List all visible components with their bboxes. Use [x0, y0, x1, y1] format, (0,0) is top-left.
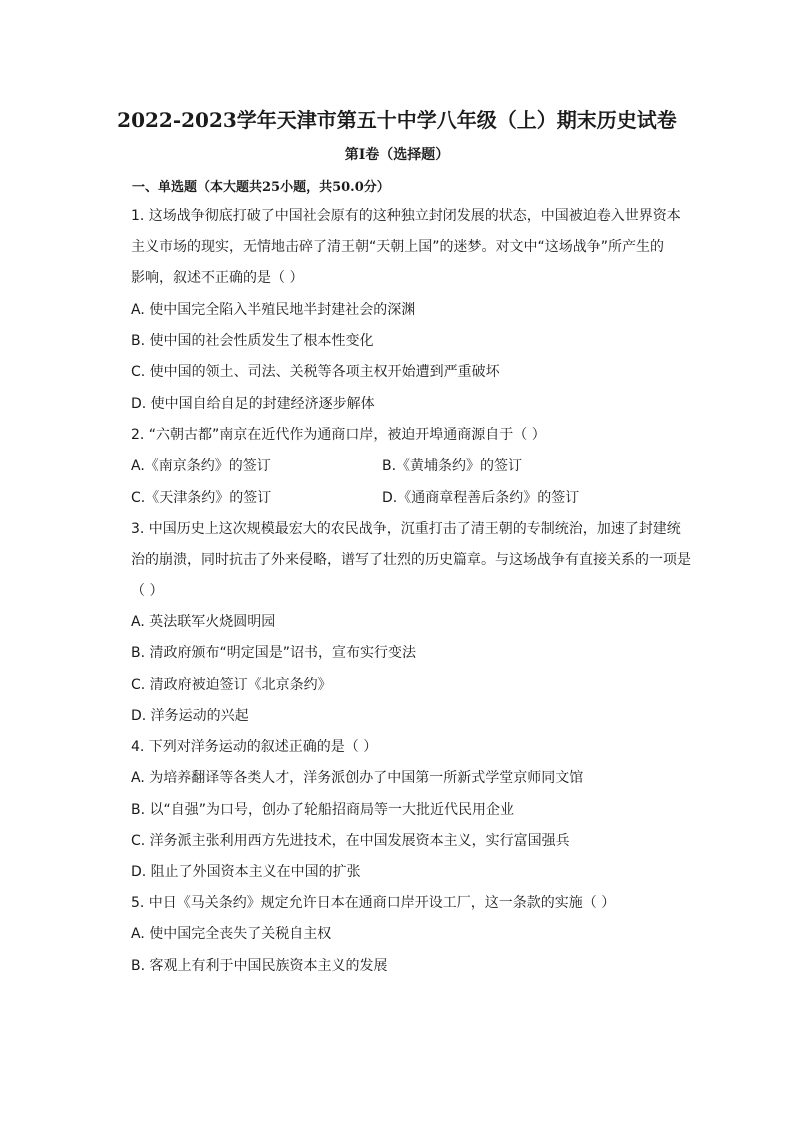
question-4-option-a: A. 为培养翻译等各类人才，洋务派创办了中国第一所新式学堂京师同文馆	[131, 770, 584, 786]
question-1-stem-line-1: 1. 这场战争彻底打破了中国社会原有的这种独立封闭发展的状态，中国被迫卷入世界资本	[131, 208, 681, 224]
question-2-stem-line-1: 2. “六朝古都”南京在近代作为通商口岸，被迫开埠通商源自于（ ）	[131, 427, 546, 443]
question-4-option-c: C. 洋务派主张利用西方先进技术，在中国发展资本主义，实行富国强兵	[131, 833, 570, 849]
question-1-option-a: A. 使中国完全陷入半殖民地半封建社会的深渊	[131, 302, 416, 318]
question-5-option-b: B. 客观上有利于中国民族资本主义的发展	[131, 958, 388, 974]
question-3-stem-line-1: 3. 中国历史上这次规模最宏大的农民战争，沉重打击了清王朝的专制统治，加速了封建统	[131, 521, 681, 537]
question-2-option-a: A.《南京条约》的签订	[131, 458, 271, 474]
exam-title: 2022-2023学年天津市第五十中学八年级（上）期末历史试卷	[117, 108, 677, 132]
section-title: 一、单选题（本大题共25小题，共50.0分）	[132, 180, 390, 195]
volume-title: 第Ⅰ卷（选择题）	[344, 147, 450, 163]
question-1-option-b: B. 使中国的社会性质发生了根本性变化	[131, 333, 374, 349]
question-3-option-d: D. 洋务运动的兴起	[131, 708, 249, 724]
question-1-stem-line-3: 影响，叙述不正确的是（ ）	[131, 270, 304, 286]
question-3-stem-line-3: （ ）	[131, 583, 164, 599]
question-3-option-a: A. 英法联军火烧圆明园	[131, 614, 276, 630]
question-3-stem-line-2: 治的崩溃，同时抗击了外来侵略，谱写了壮烈的历史篇章。与这场战争有直接关系的一项是	[131, 552, 691, 568]
question-1-option-d: D. 使中国自给自足的封建经济逐步解体	[131, 396, 375, 412]
question-5-option-a: A. 使中国完全丧失了关税自主权	[131, 926, 332, 942]
question-4-option-b: B. 以“自强”为口号，创办了轮船招商局等一大批近代民用企业	[131, 802, 515, 818]
question-3-option-b: B. 清政府颁布“明定国是”诏书，宣布实行变法	[131, 645, 417, 661]
question-2-option-b: B.《黄埔条约》的签订	[382, 458, 523, 474]
question-1-option-c: C. 使中国的领土、司法、关税等各项主权开始遭到严重破坏	[131, 364, 500, 380]
question-2-option-d: D.《通商章程善后条约》的签订	[382, 490, 580, 506]
question-4-option-d: D. 阻止了外国资本主义在中国的扩张	[131, 864, 361, 880]
question-3-option-c: C. 清政府被迫签订《北京条约》	[131, 677, 332, 693]
question-4-stem-line-1: 4. 下列对洋务运动的叙述正确的是（ ）	[131, 739, 378, 755]
question-1-stem-line-2: 主义市场的现实，无情地击碎了清王朝“天朝上国”的迷梦。对文中“这场战争”所产生的	[131, 239, 665, 255]
question-2-option-c: C.《天津条约》的签订	[131, 490, 272, 506]
question-5-stem-line-1: 5. 中日《马关条约》规定允许日本在通商口岸开设工厂，这一条款的实施（ ）	[131, 895, 616, 911]
